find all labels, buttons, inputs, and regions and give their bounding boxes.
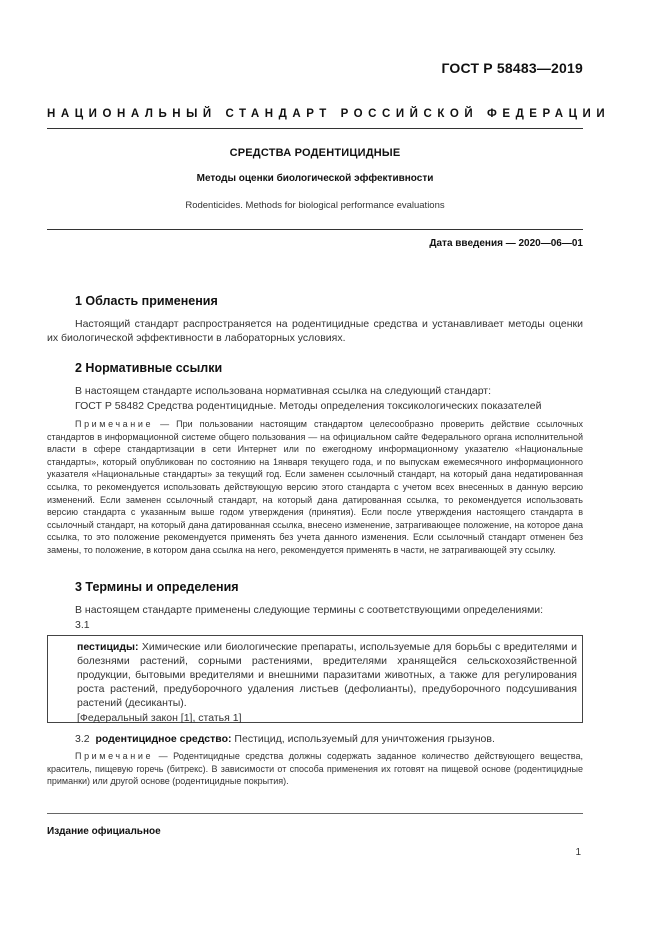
- standard-code: ГОСТ Р 58483—2019: [441, 60, 583, 76]
- section-2-heading: 2 Нормативные ссылки: [75, 361, 223, 375]
- section-3-heading: 3 Термины и определения: [75, 580, 239, 594]
- section-3-text: В настоящем стандарте применены следующие термины с соответствующими определениями:: [75, 604, 544, 616]
- term-2-number: 3.2: [75, 733, 90, 745]
- term-number-3-1: 3.1: [75, 619, 90, 631]
- term-1-definition: [77, 640, 577, 710]
- introduction-date: Дата введения — 2020—06—01: [429, 238, 583, 249]
- note-text: — При пользовании настоящим стандартом целесообразно проверить действие ссылочных стандартов в информационной системе общего пользования — на официальном сайте Федерального органа исполнительной власти в сфере стандартизации в сети Интернет или по ежегодному информационному указателю «Национальные стандарты», который опубликован по состоянию на 1января текущего года, и по выпускам ежемесячного информационного указателя «Национальные стандарты» за текущий год. Если заменен ссылочный стандарт, на который дана недатированная ссылка, то рекомендуется использовать действующую версию этого стандарта с учетом всех внесенных в данную версию изменений. Если заменен ссылочный стандарт, на который дана датированная ссылка, то рекомендуется использовать версию стандарта с указанным выше годом утверждения (принятия). Если после утверждения настоящего стандарта в ссылочный стандарт, на который дана датированная ссылка, внесено изменение, затрагивающее положение, на которое дана ссылка, то это положение рекомендуется применять без учета данного изменения. Если ссылочный стандарт отменен без замены, то положение, в котором дана ссылка на него, рекомендуется применять в части, не затрагивающей эту ссылку.: [47, 419, 583, 555]
- note-label: Примечание: [75, 419, 154, 429]
- footer-divider: [47, 813, 583, 814]
- page-number: 1: [575, 847, 581, 858]
- document-title-english: Rodenticides. Methods for biological performance evaluations: [185, 200, 445, 211]
- normative-reference: ГОСТ Р 58482 Средства родентицидные. Методы определения токсикологических показателей: [75, 400, 542, 412]
- top-divider: [47, 128, 583, 129]
- section-2-note: [47, 418, 583, 557]
- term-2-name: родентицидное средство:: [95, 733, 232, 745]
- title-divider: [47, 229, 583, 230]
- document-title: СРЕДСТВА РОДЕНТИЦИДНЫЕ: [229, 147, 401, 159]
- section-2-text: В настоящем стандарте использована нормативная ссылка на следующий стандарт:: [75, 385, 492, 397]
- note-label: Примечание: [75, 751, 154, 761]
- note-text: — Родентицидные средства должны содержать заданное количество действующего вещества, краситель, пищевую горечь (битрекс). В зависимости от способа применения их готовят на пищевой основе (родентицидные приманки) или другой основе (родентицидные покрытия).: [47, 751, 583, 787]
- term-1-text: Химические или биологические препараты, используемые для борьбы с вредителями и болезнями растений, сорными растениями, вредителями хранящейся сельскохозяйственной продукции, бытовыми вредителями и внешними паразитами животных, а также для регулирования роста растений, предуборочного удаления листьев (дефолианты), предуборочного подсушивания растений (десиканты).: [77, 641, 577, 709]
- national-standard-banner: НАЦИОНАЛЬНЫЙ СТАНДАРТ РОССИЙСКОЙ ФЕДЕРАЦИИ: [47, 108, 611, 120]
- term-1-name: пестициды:: [77, 641, 139, 653]
- term-2-definition: [75, 732, 583, 746]
- section-1-text: Настоящий стандарт распространяется на родентицидные средства и устанавливает методы оценки их биологической эффективности в лабораторных условиях.: [47, 318, 583, 344]
- term-definition-box: [47, 635, 583, 723]
- term-2-text: Пестицид, используемый для уничтожения грызунов.: [231, 733, 495, 745]
- official-edition-label: Издание официальное: [47, 826, 161, 837]
- term-1-source: [Федеральный закон [1], статья 1]: [77, 712, 242, 724]
- section-1-heading: 1 Область применения: [75, 294, 218, 308]
- document-subtitle: Методы оценки биологической эффективности: [196, 173, 434, 184]
- section-3-note: [47, 750, 583, 788]
